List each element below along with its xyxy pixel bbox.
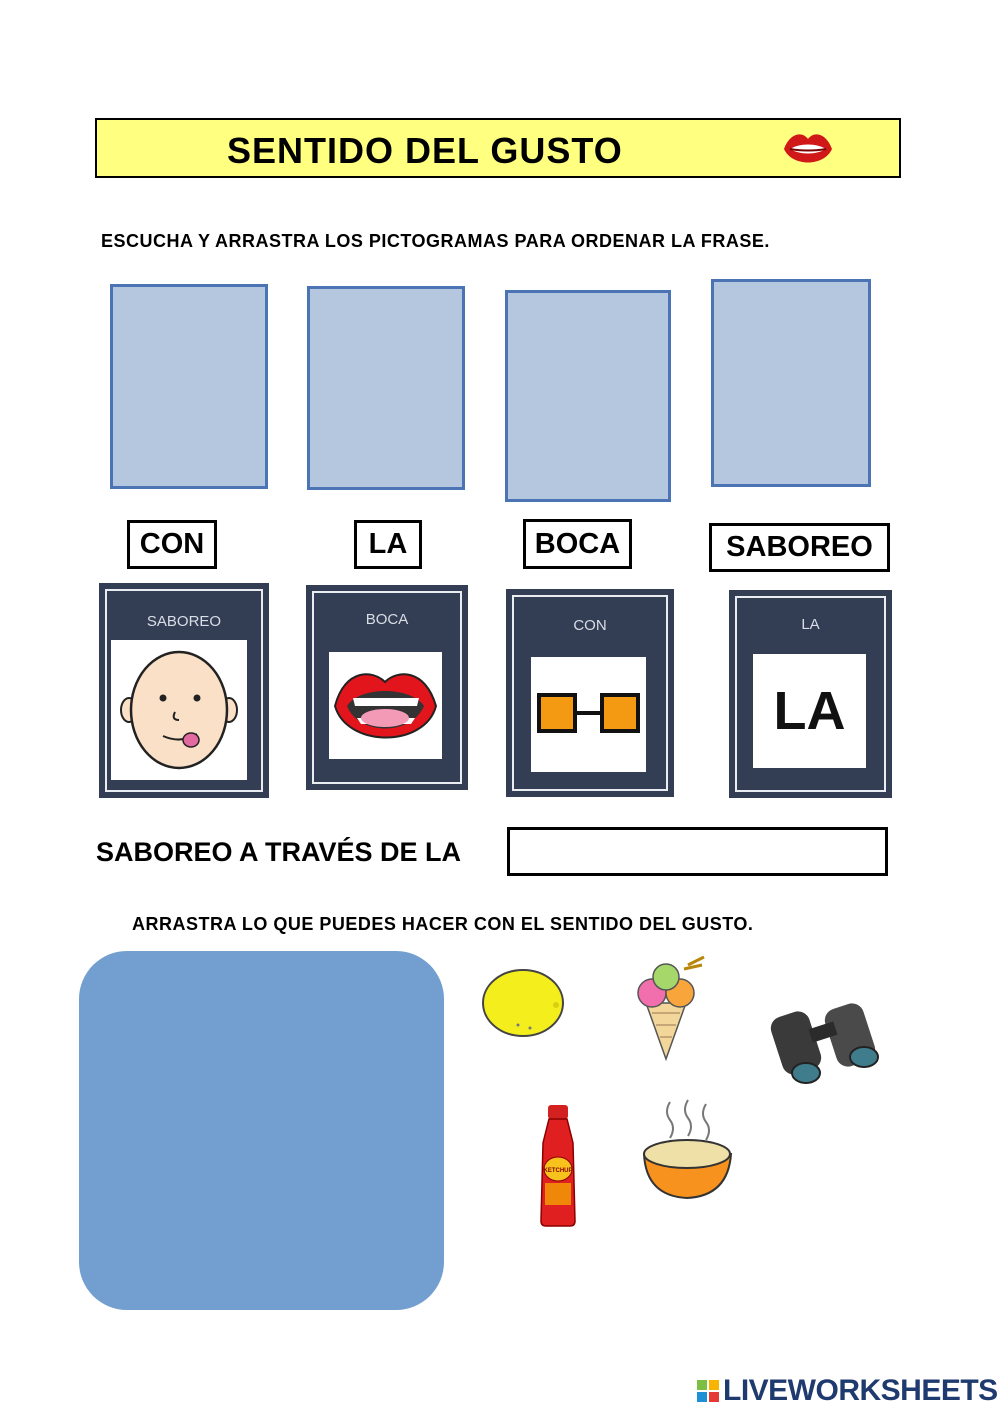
card-label: SABOREO	[146, 613, 222, 630]
ketchup-bottle-icon[interactable]	[535, 1103, 581, 1228]
svg-text:KETCHUP: KETCHUP	[543, 1168, 573, 1174]
card-label: LA	[801, 616, 820, 633]
title-banner	[95, 118, 901, 178]
brand-name: LIVEWORKSHEETS	[723, 1374, 998, 1407]
drop-slot-4[interactable]	[711, 279, 871, 487]
tasting-face-icon	[111, 640, 247, 780]
answer-input[interactable]	[507, 827, 888, 876]
open-mouth-icon	[329, 652, 442, 759]
word-tile-la: LA	[354, 520, 422, 569]
pictogram-card-saboreo[interactable]	[99, 583, 269, 798]
pictogram-card-con[interactable]	[506, 589, 674, 797]
drop-zone[interactable]	[79, 951, 444, 1310]
binoculars-icon[interactable]	[768, 995, 883, 1090]
card-label: BOCA	[365, 611, 409, 628]
card-label: CON	[573, 617, 607, 634]
lemon-icon[interactable]	[478, 965, 568, 1040]
word-tile-saboreo: SABOREO	[709, 523, 890, 572]
sentence-prefix: SABOREO A TRAVÉS DE LA	[96, 837, 462, 867]
la-text-icon: LA	[773, 681, 846, 741]
word-tile-con: CON	[127, 520, 217, 569]
drop-slot-2[interactable]	[307, 286, 465, 490]
drop-slot-1[interactable]	[110, 284, 268, 489]
word-tile-boca: BOCA	[523, 519, 632, 569]
page-title: SENTIDO DEL GUSTO	[227, 130, 623, 171]
ice-cream-icon[interactable]	[630, 955, 710, 1063]
liveworksheets-logo-icon	[697, 1380, 719, 1402]
drop-slot-3[interactable]	[505, 290, 671, 502]
pictogram-card-boca[interactable]	[306, 585, 468, 790]
instruction-drag-taste: ARRASTRA LO QUE PUEDES HACER CON EL SENTIDO DEL GUSTO.	[132, 914, 754, 934]
instruction-order-sentence: ESCUCHA Y ARRASTRA LOS PICTOGRAMAS PARA ORDENAR LA FRASE.	[101, 231, 770, 251]
soup-bowl-icon[interactable]	[640, 1098, 735, 1203]
brand-footer	[697, 1374, 998, 1408]
pictogram-card-la[interactable]	[729, 590, 892, 798]
lips-icon	[780, 125, 836, 173]
with-connector-icon	[531, 657, 646, 772]
